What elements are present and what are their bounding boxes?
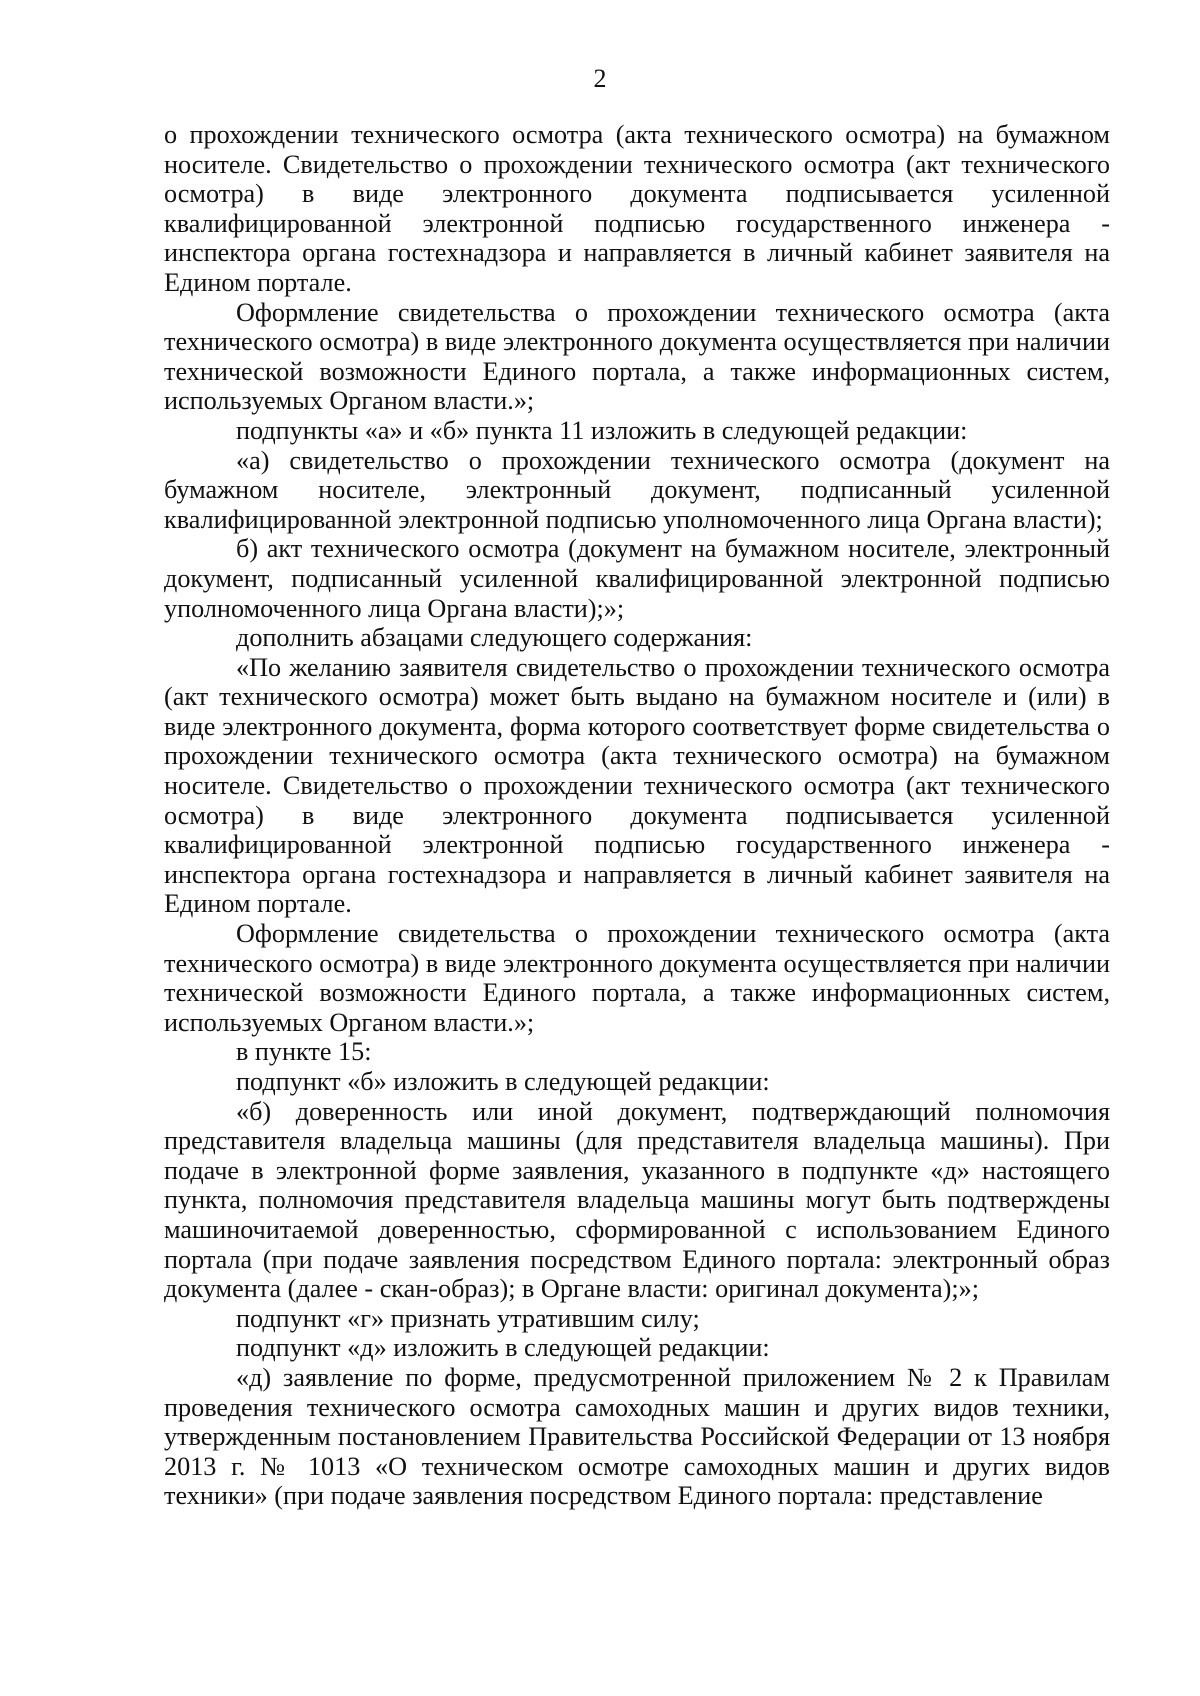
- paragraph: подпункт «г» признать утратившим силу;: [236, 1303, 700, 1333]
- paragraph: Оформление свидетельства о прохождении технического осмотра (акта технического осмотра) в виде электронного документа осуществляется при наличии технической возможности Единого портала, а также информационных систем, используемых Органом власти.»;: [164, 297, 1110, 416]
- paragraph: о прохождении технического осмотра (акта технического осмотра) на бумажном носителе. Свидетельство о прохождении технического осмотра (акт технического осмотра) в виде электронного документа подписывается усиленной квалифицированной электронной подписью государственного инженера - инспектора органа гостехнадзора и направляется в личный кабинет заявителя на Едином портале.: [164, 120, 1110, 297]
- paragraph: «а) свидетельство о прохождении технического осмотра (документ на бумажном носителе, электронный документ, подписанный усиленной квалифицированной электронной подписью уполномоченного лица Органа власти);: [164, 445, 1110, 534]
- document-body: [164, 120, 1110, 1511]
- paragraph: «По желанию заявителя свидетельство о прохождении технического осмотра (акт технического осмотра) может быть выдано на бумажном носителе и (или) в виде электронного документа, форма которого соответствует форме свидетельства о прохождении технического осмотра (акта технического осмотра) на бумажном носителе. Свидетельство о прохождении технического осмотра (акт технического осмотра) в виде электронного документа подписывается усиленной квалифицированной электронной подписью государственного инженера - инспектора органа гостехнадзора и направляется в личный кабинет заявителя на Едином портале.: [164, 652, 1110, 919]
- paragraph: дополнить абзацами следующего содержания:: [236, 623, 753, 653]
- paragraph: подпункт «д» изложить в следующей редакции:: [236, 1333, 770, 1363]
- paragraph: б) акт технического осмотра (документ на бумажном носителе, электронный документ, подписанный усиленной квалифицированной электронной подписью уполномоченного лица Органа власти);»;: [164, 534, 1110, 623]
- paragraph: «б) доверенность или иной документ, подтверждающий полномочия представителя владельца машины (для представителя владельца машины). При подаче в электронной форме заявления, указанного в подпункте «д» настоящего пункта, полномочия представителя владельца машины могут быть подтверждены машиночитаемой доверенностью, сформированной с использованием Единого портала (при подаче заявления посредством Единого портала: электронный образ документа (далее - скан-образ); в Органе власти: оригинал документа);»;: [164, 1096, 1110, 1304]
- paragraph: подпункт «б» изложить в следующей редакции:: [236, 1067, 770, 1096]
- page-number: 2: [593, 64, 607, 93]
- paragraph: подпункты «а» и «б» пункта 11 изложить в следующей редакции:: [236, 415, 968, 445]
- paragraph: Оформление свидетельства о прохождении технического осмотра (акта технического осмотра) в виде электронного документа осуществляется при наличии технической возможности Единого портала, а также информационных систем, используемых Органом власти.»;: [164, 919, 1110, 1037]
- paragraph: в пункте 15:: [236, 1037, 372, 1067]
- paragraph: «д) заявление по форме, предусмотренной приложением № 2 к Правилам проведения технического осмотра самоходных машин и других видов техники, утвержденным постановлением Правительства Российской Федерации от 13 ноября 2013 г. № 1013 «О техническом осмотре самоходных машин и других видов техники» (при подаче заявления посредством Единого портала: представление: [164, 1362, 1110, 1511]
